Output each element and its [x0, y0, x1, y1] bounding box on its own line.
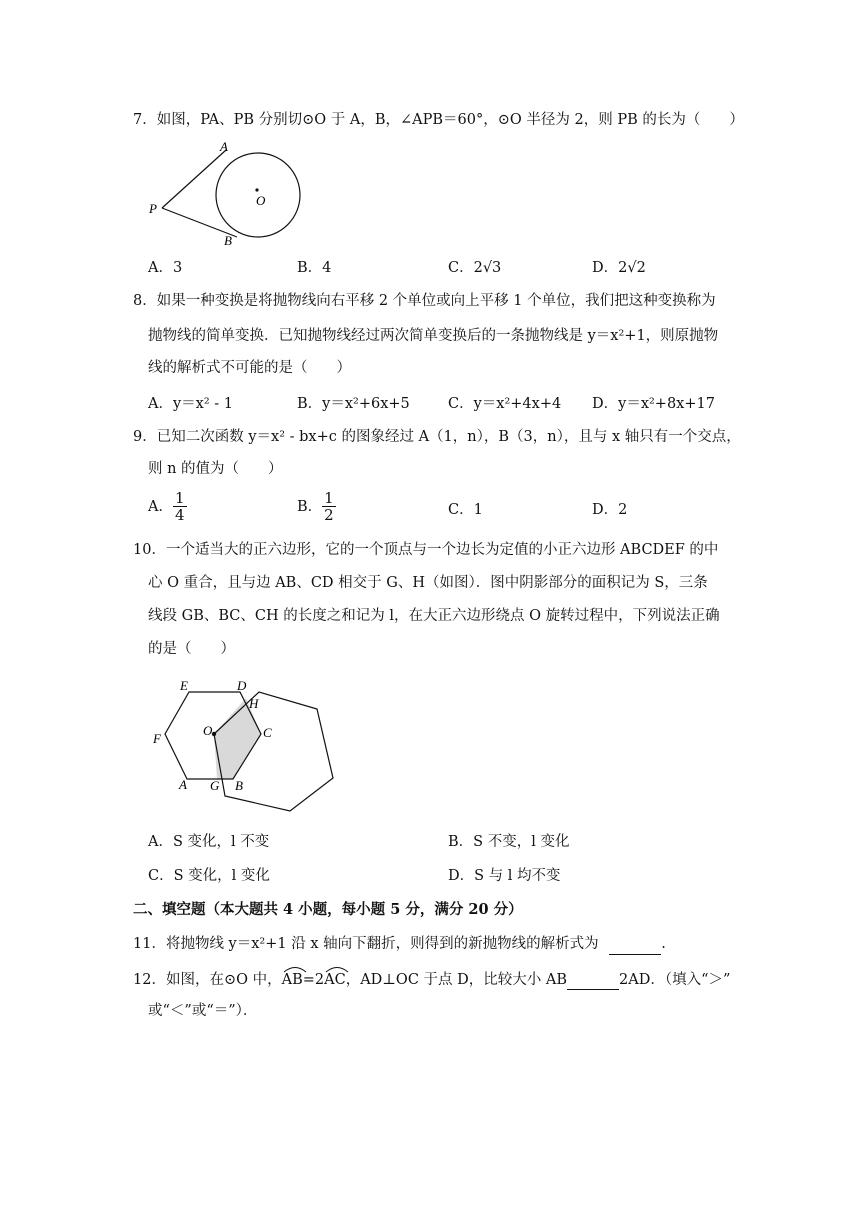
q9-option-a-denominator: 4 — [174, 506, 185, 524]
arc-mark-icon — [324, 965, 350, 973]
q9-option-a[interactable] — [148, 490, 187, 523]
q9-option-c[interactable]: C．1 — [448, 502, 483, 518]
q7-stem: 7．如图，PA、PB 分别切⊙O 于 A，B，∠APB＝60°，⊙O 半径为 2，则 PB 的长为（ ） — [133, 112, 744, 128]
q12-pre: 12．如图，在⊙O 中， — [133, 972, 282, 988]
label-o: O — [203, 723, 213, 738]
q7-option-b[interactable]: B．4 — [297, 260, 332, 276]
q11-answer-blank[interactable] — [609, 934, 661, 955]
q9-option-a-numerator: 1 — [174, 489, 185, 507]
label-d: D — [237, 678, 247, 693]
q12-arc-ac-text: AC — [324, 972, 346, 988]
q7-option-a[interactable]: A．3 — [148, 260, 183, 276]
label-a: A — [220, 139, 228, 154]
q12-line2: 或“＜”或“＝”）． — [148, 1003, 258, 1019]
q10-line3: 线段 GB、BC、CH 的长度之和记为 l，在大正六边形绕点 O 旋转过程中，下列说法正确 — [148, 608, 720, 624]
q10-figure — [145, 675, 345, 820]
label-b: B — [235, 778, 243, 793]
q9-option-b-numerator: 1 — [324, 489, 334, 507]
q12-answer-blank[interactable] — [567, 969, 619, 990]
label-e: E — [180, 678, 188, 693]
q9-line1: 9．已知二次函数 y＝x² - bx+c 的图象经过 A（1，n），B（3，n），且与 x 轴只有一个交点， — [133, 429, 741, 445]
q9-option-a-fraction — [173, 490, 187, 523]
q12-eq: =2 — [302, 972, 325, 988]
q8-option-b[interactable]: B．y＝x²+6x+5 — [297, 396, 410, 412]
q10-line1: 10．一个适当大的正六边形，它的一个顶点与一个边长为定值的小正六边形 ABCDEF 的中 — [133, 542, 719, 558]
q8-line3: 线的解析式不可能的是（ ） — [148, 360, 351, 376]
label-f: F — [153, 731, 161, 746]
q12-post: ，AD⊥OC 于点 D，比较大小 AB — [345, 972, 567, 988]
q8-option-a[interactable]: A．y＝x² - 1 — [148, 396, 233, 412]
label-g: G — [210, 778, 220, 793]
label-c: C — [263, 725, 272, 740]
q11-end: . — [661, 936, 666, 952]
q10-option-c[interactable]: C．S 变化，l 变化 — [148, 868, 270, 884]
q12-line1 — [133, 965, 730, 990]
q7-option-d[interactable]: D．2√2 — [592, 260, 646, 276]
label-o: O — [256, 193, 266, 208]
q9-option-b-denominator: 2 — [324, 506, 334, 524]
q9-line2: 则 n 的值为（ ） — [148, 461, 283, 477]
q9-option-d[interactable]: D．2 — [592, 502, 628, 518]
label-b: B — [224, 233, 232, 248]
q10-line2: 心 O 重合，且与边 AB、CD 相交于 G、H（如图）．图中阴影部分的面积记为 S，三条 — [148, 575, 708, 591]
q11-text: 11．将抛物线 y＝x²+1 沿 x 轴向下翻折，则得到的新抛物线的解析式为 — [133, 936, 599, 952]
q11-line — [133, 934, 666, 955]
label-p: P — [149, 201, 157, 216]
label-a: A — [179, 777, 187, 792]
label-h: H — [249, 696, 259, 711]
q9-option-b-fraction — [322, 490, 336, 523]
q8-line1: 8．如果一种变换是将抛物线向右平移 2 个单位或向上平移 1 个单位，我们把这种变换称为 — [133, 293, 716, 309]
q12-arc-ac — [324, 965, 346, 990]
q12-arc-ab-text: AB — [281, 972, 303, 988]
section-heading: 二、填空题（本大题共 4 小题，每小题 5 分，满分 20 分） — [133, 901, 523, 918]
q7-figure — [140, 138, 320, 250]
q10-line4: 的是（ ） — [148, 641, 235, 657]
q9-option-b[interactable] — [297, 490, 336, 523]
q7-option-c[interactable]: C．2√3 — [448, 260, 502, 276]
q10-option-a[interactable]: A．S 变化，l 不变 — [148, 834, 270, 850]
point-o — [212, 732, 216, 736]
q10-option-b[interactable]: B．S 不变，l 变化 — [448, 834, 570, 850]
q8-option-d[interactable]: D．y＝x²+8x+17 — [592, 396, 715, 412]
q12-post2: 2AD．（填入“＞” — [619, 972, 731, 988]
q9-option-a-letter: A． — [148, 498, 173, 515]
center-dot — [255, 188, 258, 191]
q8-option-c[interactable]: C．y＝x²+4x+4 — [448, 396, 562, 412]
q9-option-b-letter: B． — [297, 498, 323, 515]
q10-option-d[interactable]: D．S 与 l 均不变 — [448, 868, 561, 884]
arc-mark-icon — [282, 965, 308, 973]
q12-arc-ab — [282, 965, 303, 990]
q8-line2: 抛物线的简单变换．已知抛物线经过两次简单变换后的一条抛物线是 y＝x²+1，则原抛物 — [148, 328, 719, 344]
